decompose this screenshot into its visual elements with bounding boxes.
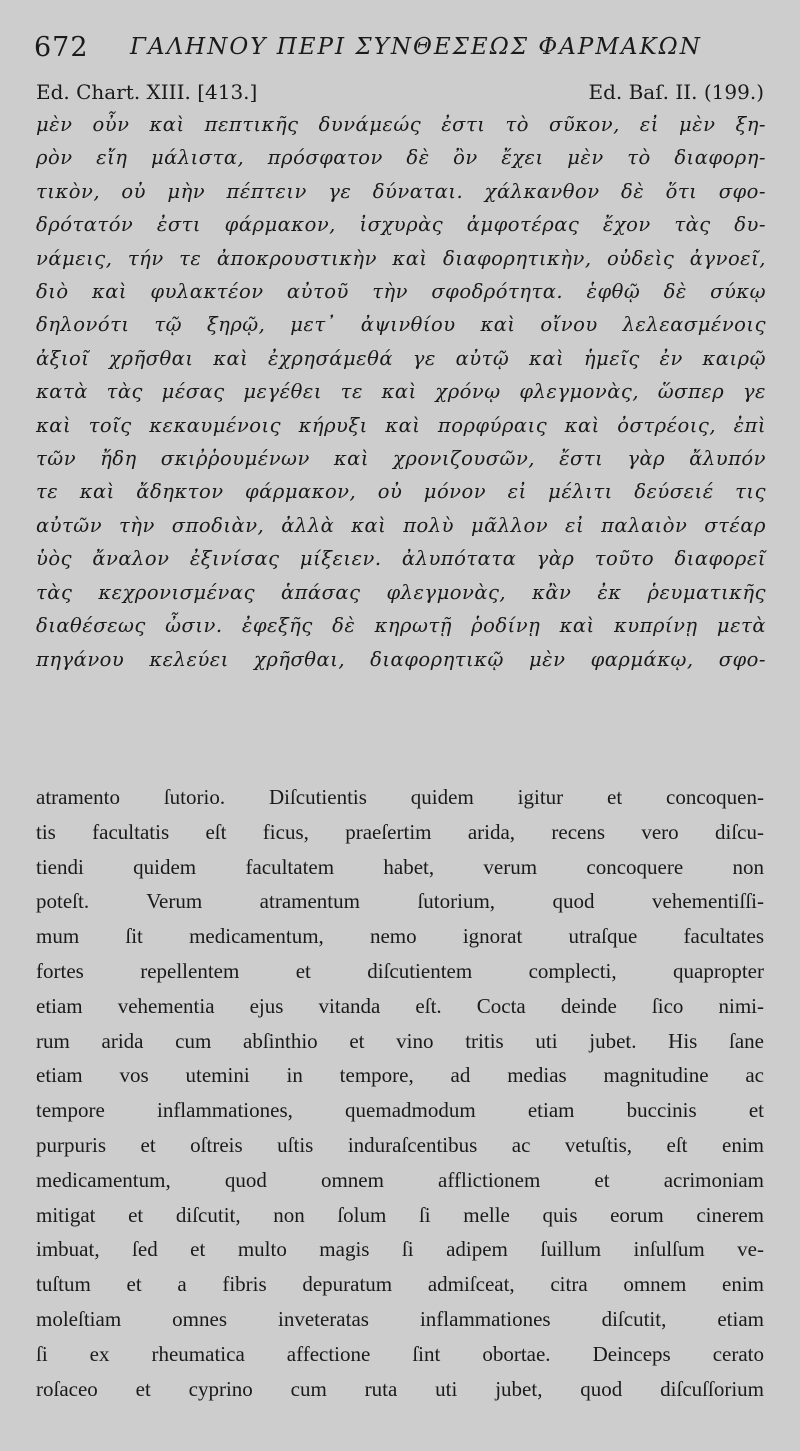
- latin-line: tuſtum et a fibris depuratum admiſceat, citra omnem enim: [36, 1272, 764, 1297]
- edition-chartier: Ed. Chart. XIII. [413.]: [36, 80, 258, 104]
- greek-line: ὑὸς ἄναλον ἐξινίσας μίξειεν. ἀλυπότατα γὰρ τοῦτο διαφορεῖ: [36, 547, 766, 571]
- greek-line: τῶν ἤδη σκιῤῥουμένων καὶ χρονιζουσῶν, ἔστι γὰρ ἄλυπόν: [36, 447, 766, 471]
- latin-line: purpuris et oſtreis uſtis induraſcentibus ac vetuſtis, eſt enim: [36, 1132, 764, 1157]
- latin-line: mitigat et diſcutit, non ſolum ſi melle quis eorum cinerem: [36, 1202, 764, 1227]
- greek-line: τε καὶ ἄδηκτον φάρμακον, οὐ μόνον εἰ μέλιτι δεύσειέ τις: [36, 480, 766, 504]
- latin-line: moleſtiam omnes inveteratas inflammationes diſcutit, etiam: [36, 1306, 764, 1331]
- greek-line: κατὰ τὰς μέσας μεγέθει τε καὶ χρόνῳ φλεγμονὰς, ὥσπερ γε: [36, 380, 766, 404]
- greek-line: δρότατόν ἐστι φάρμακον, ἰσχυρὰς ἀμφοτέρας ἔχον τὰς δυ-: [36, 213, 766, 237]
- latin-line: rum arida cum abſinthio et vino tritis uti jubet. His ſane: [36, 1028, 764, 1053]
- latin-line: roſaceo et cyprino cum ruta uti jubet, quod diſcuſſorium: [36, 1376, 764, 1401]
- latin-text-block: [36, 780, 764, 1406]
- greek-line: ἀξιοῖ χρῆσθαι καὶ ἐχρησάμεθά γε αὐτῷ καὶ ἡμεῖς ἐν καιρῷ: [36, 346, 766, 370]
- latin-line: imbuat, ſed et multo magis ſi adipem ſuillum inſulſum ve-: [36, 1237, 764, 1262]
- greek-line: διὸ καὶ φυλακτέον αὐτοῦ τὴν σφοδρότητα. ἑφθῷ δὲ σύκῳ: [36, 280, 766, 304]
- greek-line: διαθέσεως ὦσιν. ἐφεξῆς δὲ κηρωτῇ ῥοδίνῃ καὶ κυπρίνῃ μετὰ: [36, 614, 766, 638]
- latin-line: tempore inflammationes, quemadmodum etiam buccinis et: [36, 1098, 764, 1123]
- latin-line: fortes repellentem et diſcutientem complecti, quapropter: [36, 958, 764, 983]
- bleed-through-line: [36, 716, 776, 750]
- latin-line: etiam vos utemini in tempore, ad medias magnitudine ac: [36, 1063, 764, 1088]
- latin-line: medicamentum, quod omnem afflictionem et acrimoniam: [36, 1167, 764, 1192]
- greek-line: πηγάνου κελεύει χρῆσθαι, διαφορητικῷ μὲν φαρμάκῳ, σφο-: [36, 647, 766, 671]
- page-header: [34, 30, 774, 66]
- edition-basel: Ed. Baſ. II. (199.): [588, 80, 764, 104]
- latin-line: atramento ſutorio. Diſcutientis quidem igitur et concoquen-: [36, 785, 764, 809]
- running-title: ΓΑΛΗΝΟΥ ΠΕΡΙ ΣΥΝΘΕΣΕΩΣ ΦΑΡΜΑΚΩΝ: [130, 34, 702, 60]
- greek-line: τὰς κεχρονισμένας ἁπάσας φλεγμονὰς, κἂν ἐκ ῥευματικῆς: [36, 580, 766, 604]
- greek-line: νάμεις, τήν τε ἀποκρουστικὴν καὶ διαφορητικὴν, οὐδεὶς ἀγνοεῖ,: [36, 246, 766, 270]
- greek-line: δηλονότι τῷ ξηρῷ, μετ᾽ ἀψινθίου καὶ οἴνου λελεασμένοις: [36, 313, 766, 337]
- latin-line: tiendi quidem facultatem habet, verum concoquere non: [36, 854, 764, 879]
- greek-line: τικὸν, οὐ μὴν πέπτειν γε δύναται. χάλκανθον δὲ ὅτι σφο-: [36, 179, 766, 203]
- edition-references: [36, 80, 764, 106]
- greek-line: αὐτῶν τὴν σποδιὰν, ἀλλὰ καὶ πολὺ μᾶλλον εἰ παλαιὸν στέαρ: [36, 513, 766, 537]
- latin-line: etiam vehementia ejus vitanda eſt. Cocta deinde ſico nimi-: [36, 993, 764, 1018]
- greek-line: ρὸν εἴη μάλιστα, πρόσφατον δὲ ὂν ἔχει μὲν τὸ διαφορη-: [36, 146, 766, 170]
- latin-line: poteſt. Verum atramentum ſutorium, quod vehementiſſi-: [36, 889, 764, 914]
- page-number: 672: [34, 32, 89, 63]
- greek-text-block: [36, 108, 766, 676]
- latin-line: tis facultatis eſt ficus, praeſertim arida, recens vero diſcu-: [36, 819, 764, 844]
- greek-line: μὲν οὖν καὶ πεπτικῆς δυνάμεώς ἐστι τὸ σῦκον, εἰ μὲν ξη-: [36, 113, 766, 136]
- latin-line: mum ſit medicamentum, nemo ignorat utraſque facultates: [36, 924, 764, 949]
- latin-line: ſi ex rheumatica affectione ſint obortae. Deinceps cerato: [36, 1341, 764, 1366]
- greek-line: καὶ τοῖς κεκαυμένοις κήρυξι καὶ πορφύραις καὶ ὀστρέοις, ἐπὶ: [36, 413, 766, 437]
